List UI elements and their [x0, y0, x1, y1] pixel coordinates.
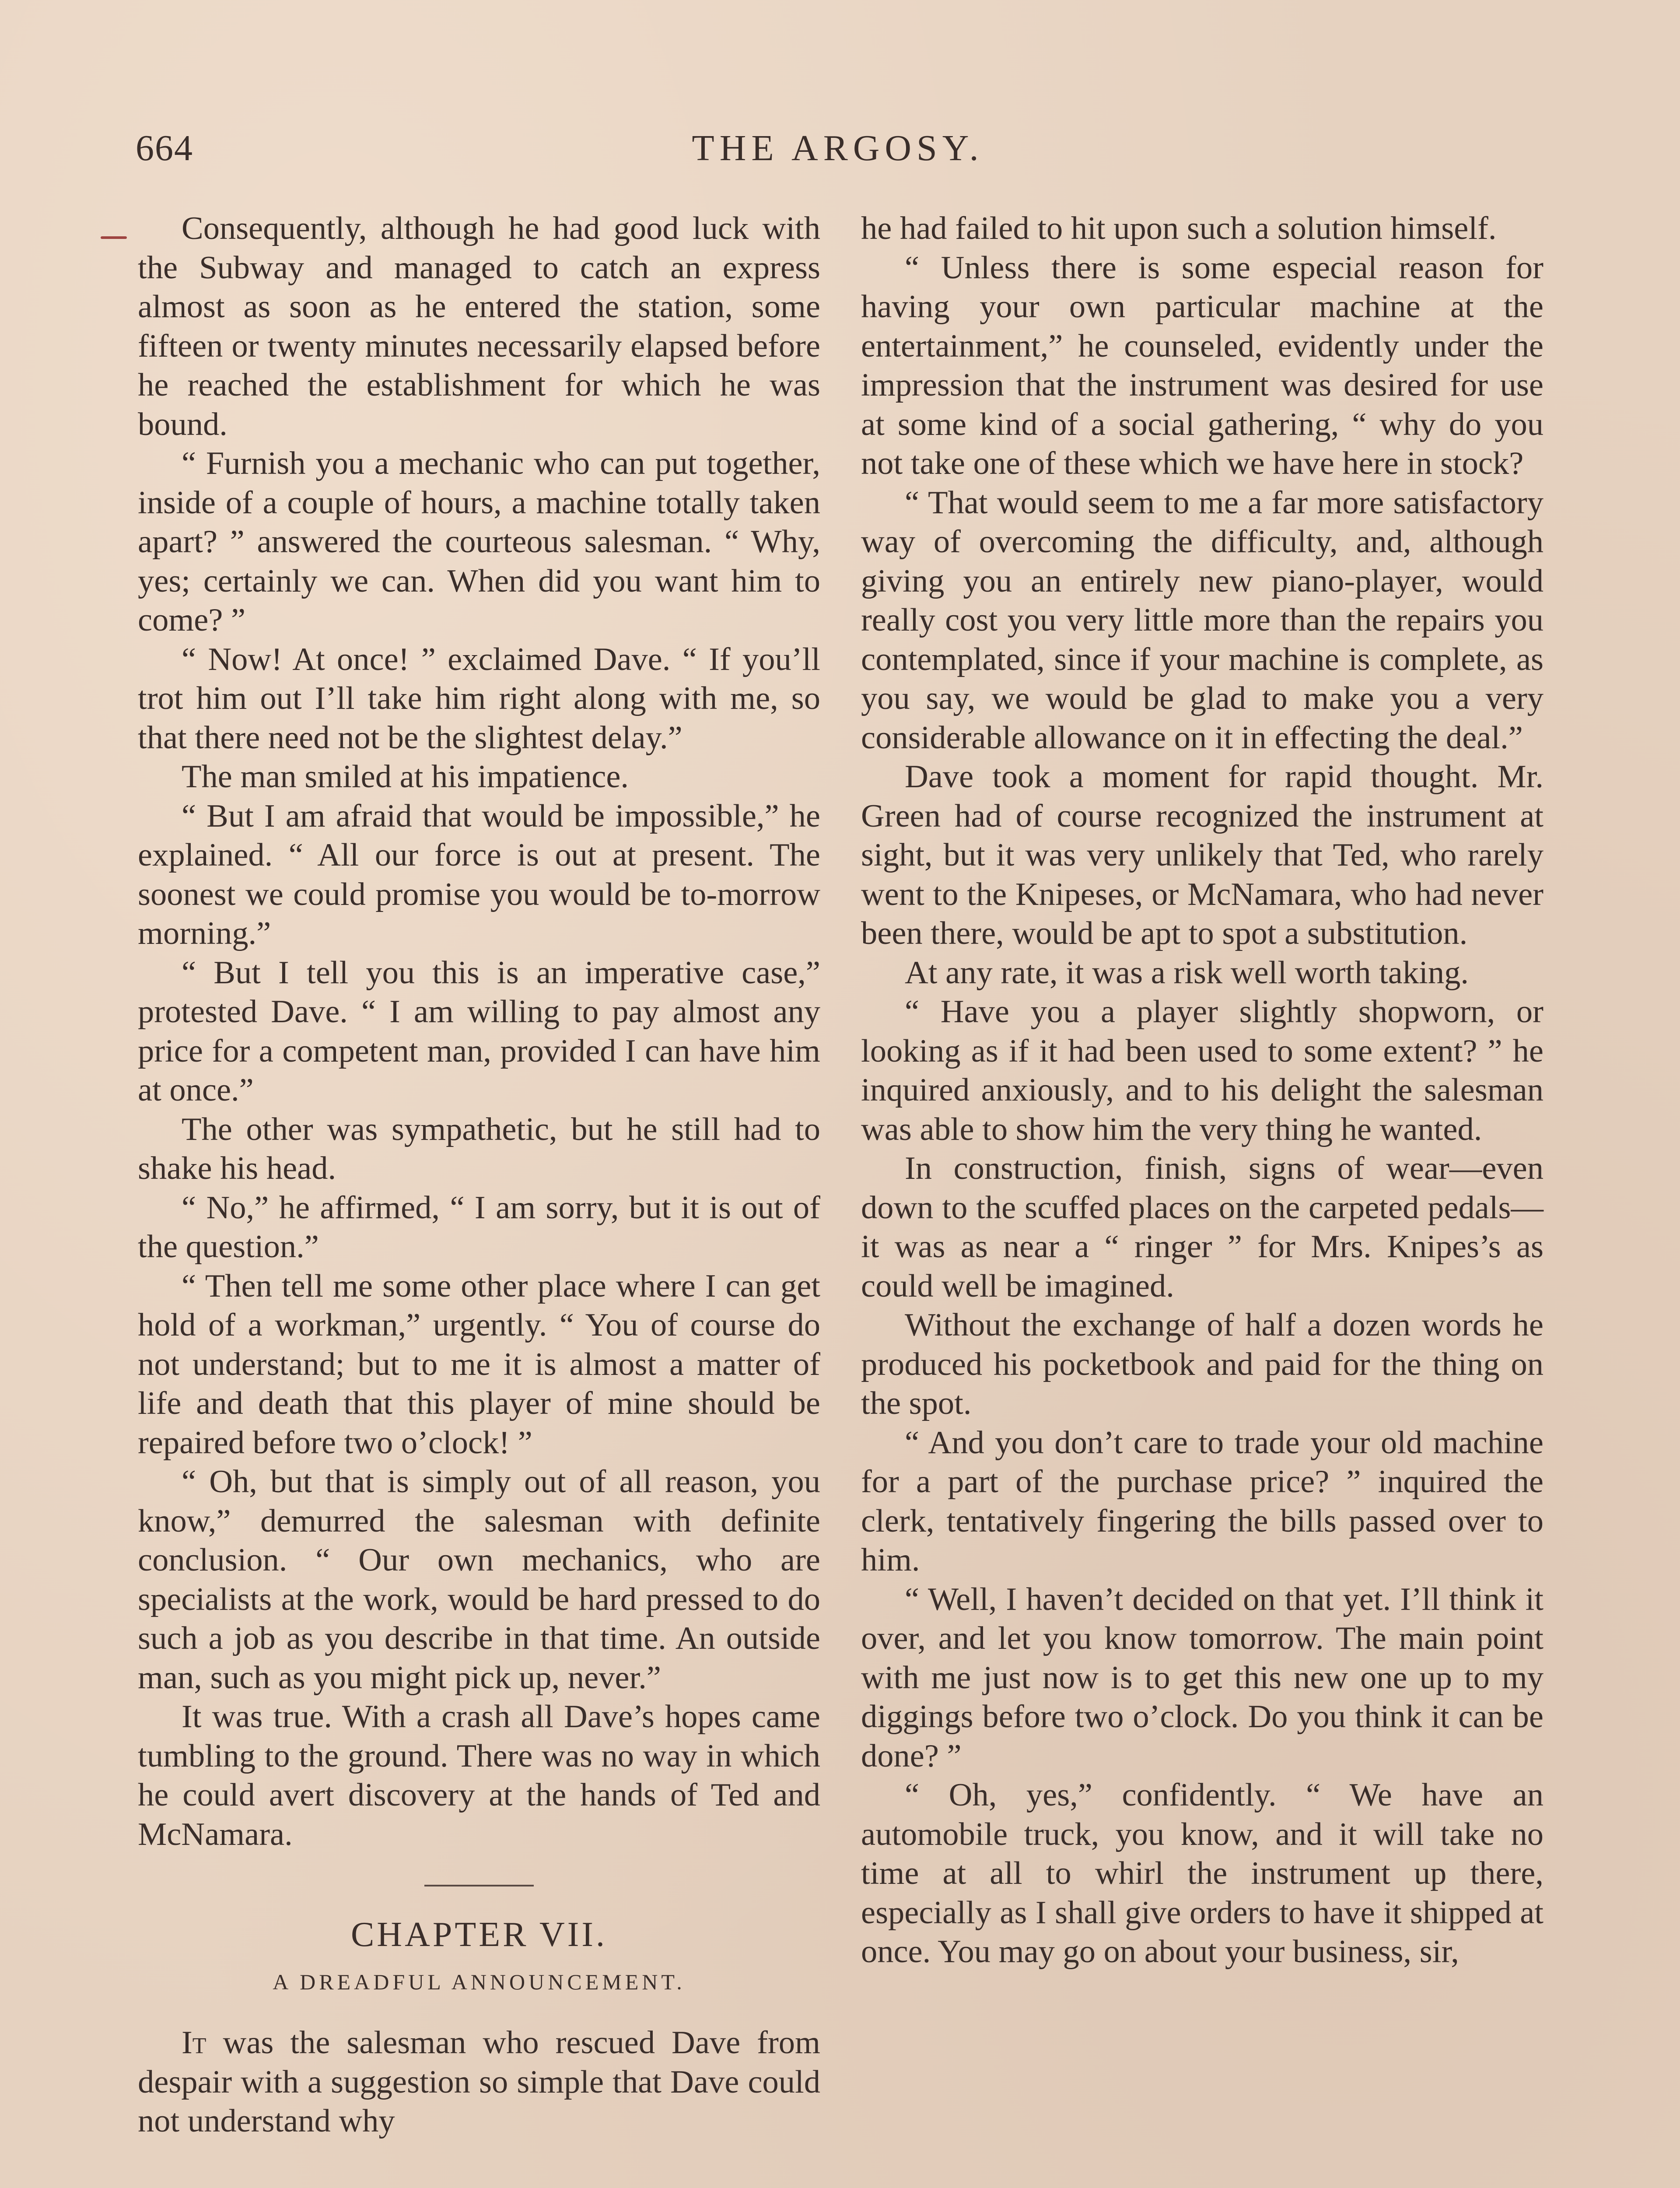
paragraph-text: was the salesman who rescued Dave from despair with a suggestion so simple that Dave could not understand why [138, 2025, 820, 2139]
magazine-title: THE ARGOSY. [692, 128, 984, 168]
paragraph: “ But I am afraid that would be impossible,” he explained. “ All our force is out at present. The soonest we could promise you would be to-morrow morning.” [138, 798, 820, 951]
paragraph: “ Now! At once! ” exclaimed Dave. “ If you’ll trot him out I’ll take him right along with me, so that there need not be the slightest delay.” [138, 641, 820, 756]
paragraph: The other was sympathetic, but he still had to shake his head. [138, 1111, 820, 1186]
paragraph: “ Unless there is some especial reason for having your own particular machine at the entertainment,” he counseled, evidently under the impression that the instrument was desired for use at some kind of a social gathering, “ why do you not take one of these which we have here in stock? [861, 249, 1544, 481]
paragraph: “ Oh, yes,” confidently. “ We have an automobile truck, you know, and it will take no time at all to whirl the instrument up there, especially as I shall give orders to have it shipped at once. You may go on about your business, sir, [861, 1777, 1544, 1970]
paragraph: “ Oh, but that is simply out of all reason, you know,” demurred the salesman with definite conclusion. “ Our own mechanics, who are specialists at the work, would be hard pressed to do such a job as you describe in that time. An outside man, such as you might pick up, never.” [138, 1464, 820, 1696]
paragraph: Without the exchange of half a dozen words he produced his pocketbook and paid for the thing on the spot. [861, 1307, 1544, 1421]
paragraph: In construction, finish, signs of wear—even down to the scuffed places on the carpeted pedals—it was as near a “ ringer ” for Mrs. Knipes’s as could well be imagined. [861, 1150, 1544, 1304]
paragraph: “ That would seem to me a far more satisfactory way of overcoming the difficulty, and, although giving you an entirely new piano-player, would really cost you very little more than the repairs you contemplated, since if your machine is complete, as you say, we would be glad to make you a very considerable allowance on it in effecting the deal.” [861, 484, 1544, 756]
paragraph: “ No,” he affirmed, “ I am sorry, but it is out of the question.” [138, 1189, 820, 1265]
paragraph: “ Furnish you a mechanic who can put together, inside of a couple of hours, a machine totally taken apart? ” answered the courteous salesman. “ Why, yes; certainly we can. When did you want him to come? ” [138, 445, 820, 638]
left-column [138, 209, 820, 2141]
opening-word: It [182, 2025, 206, 2061]
page-number: 664 [136, 128, 193, 168]
ink-mark [101, 236, 127, 239]
chapter-divider [424, 1885, 534, 1886]
paragraph: “ Then tell me some other place where I can get hold of a workman,” urgently. “ You of course do not understand; but to me it is almost a matter of life and death that this player of mine should be repaired before two o’clock! ” [138, 1268, 820, 1461]
paragraph: Dave took a moment for rapid thought. Mr. Green had of course recognized the instrument at sight, but it was very unlikely that Ted, who rarely went to the Knipeses, or McNamara, who had never been there, would be apt to spot a substitution. [861, 759, 1544, 951]
paragraph: It was true. With a crash all Dave’s hopes came tumbling to the ground. There was no way in which he could avert discovery at the hands of Ted and McNamara. [138, 1699, 820, 1852]
chapter-subtitle: A DREADFUL ANNOUNCEMENT. [273, 1970, 686, 1994]
paragraph: “ Have you a player slightly shopworn, or looking as if it had been used to some extent? ” he inquired anxiously, and to his delight the salesman was able to show him the very thing he wanted. [861, 994, 1544, 1147]
paragraph: he had failed to hit upon such a solution himself. [861, 210, 1497, 246]
right-column [861, 209, 1544, 1972]
paragraph: “ But I tell you this is an imperative case,” protested Dave. “ I am willing to pay almost any price for a competent man, provided I can have him at once.” [138, 954, 820, 1108]
paragraph: Consequently, although he had good luck with the Subway and managed to catch an express almost as soon as he entered the station, some fifteen or twenty minutes necessarily elapsed before he reached the establishment for which he was bound. [138, 210, 820, 442]
running-head [136, 127, 1540, 175]
paragraph: “ Well, I haven’t decided on that yet. I’ll think it over, and let you know tomorrow. The main point with me just now is to get this new one up to my diggings before two o’clock. Do you think it can be done? ” [861, 1581, 1544, 1774]
paragraph [138, 2023, 820, 2141]
paragraph: At any rate, it was a risk well worth taking. [905, 954, 1469, 991]
chapter-heading: CHAPTER VII. [350, 1915, 608, 1954]
paragraph: The man smiled at his impatience. [182, 759, 629, 795]
paragraph: “ And you don’t care to trade your old machine for a part of the purchase price? ” inquired the clerk, tentatively fingering the bills passed over to him. [861, 1424, 1544, 1578]
